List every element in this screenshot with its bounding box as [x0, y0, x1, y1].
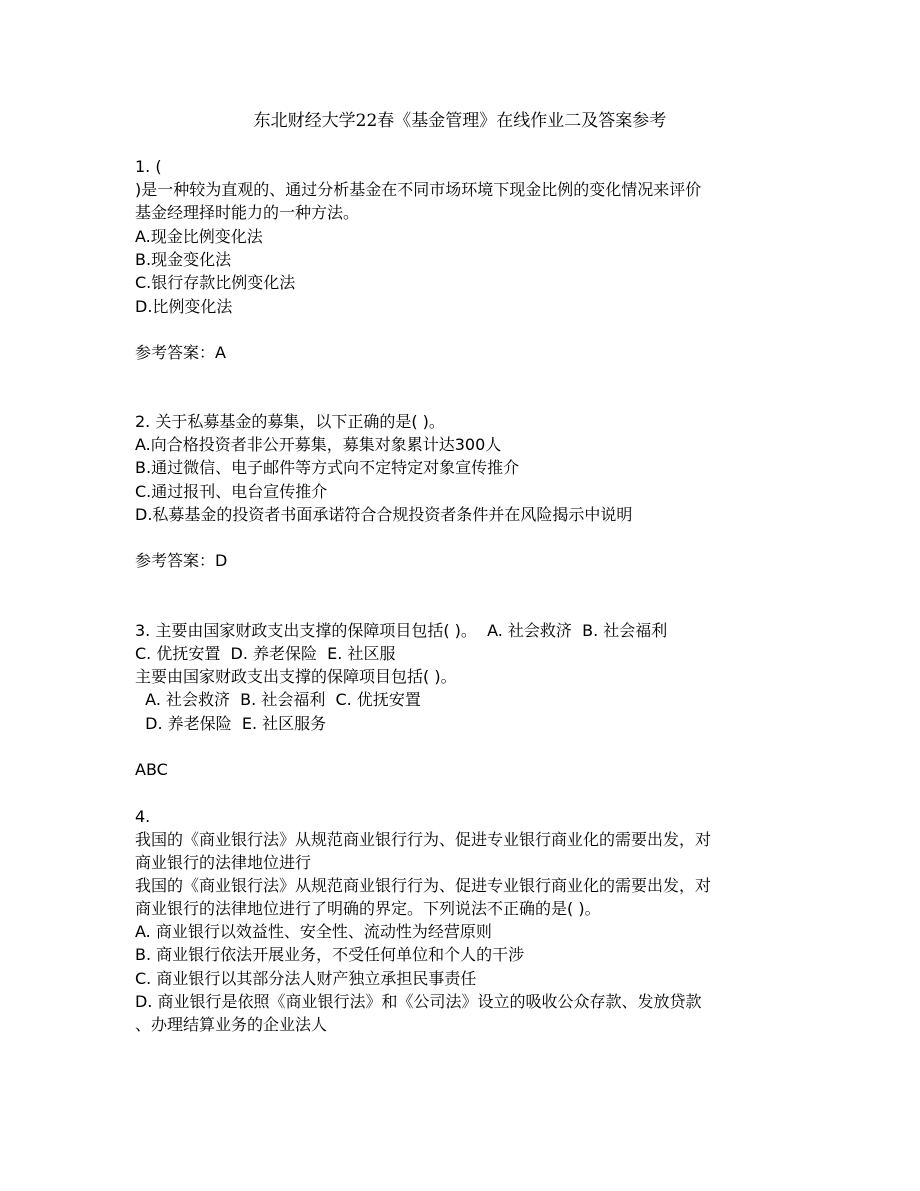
question-3-line-4: A. 社会救济 B. 社会福利 C. 优抚安置 — [135, 690, 421, 709]
question-4-option-d: D. 商业银行是依照《商业银行法》和《公司法》设立的吸收公众存款、发放贷款 — [135, 992, 702, 1011]
question-3-line-5: D. 养老保险 E. 社区服务 — [135, 714, 327, 733]
question-4-option-d-continued: 、办理结算业务的企业法人 — [135, 1015, 328, 1034]
question-2-option-a: A.向合格投资者非公开募集，募集对象累计达300人 — [135, 435, 502, 454]
question-1-line-2: )是一种较为直观的、通过分析基金在不同市场环境下现金比例的变化情况来评价 — [135, 180, 702, 199]
question-3-line-3: 主要由国家财政支出支撑的保障项目包括( )。 — [135, 667, 457, 686]
question-1-option-c: C.银行存款比例变化法 — [135, 273, 296, 292]
question-4-option-c: C. 商业银行以其部分法人财产独立承担民事责任 — [135, 969, 477, 988]
question-1-answer: 参考答案：A — [135, 343, 226, 362]
question-1-option-d: D.比例变化法 — [135, 297, 233, 316]
question-2-answer: 参考答案：D — [135, 551, 228, 570]
question-4-option-b: B. 商业银行依法开展业务，不受任何单位和个人的干涉 — [135, 945, 525, 964]
question-1-option-b: B.现金变化法 — [135, 250, 232, 269]
question-1-line-3: 基金经理择时能力的一种方法。 — [135, 203, 360, 222]
question-4-line-1: 4. — [135, 807, 151, 826]
question-1-option-a: A.现金比例变化法 — [135, 227, 263, 246]
question-3-line-2: C. 优抚安置 D. 养老保险 E. 社区服 — [135, 644, 396, 663]
question-2-option-b: B.通过微信、电子邮件等方式向不定特定对象宣传推介 — [135, 458, 520, 477]
question-2-option-c: C.通过报刊、电台宣传推介 — [135, 482, 328, 501]
document-title: 东北财经大学22春《基金管理》在线作业二及答案参考 — [253, 111, 667, 131]
question-3-answer: ABC — [135, 760, 168, 779]
question-4-line-4: 我国的《商业银行法》从规范商业银行行为、促进专业银行商业化的需要出发，对 — [135, 876, 712, 895]
question-4-line-3: 商业银行的法律地位进行 — [135, 853, 312, 872]
question-2-line-1: 2. 关于私募基金的募集，以下正确的是( )。 — [135, 412, 445, 431]
question-2-option-d: D.私募基金的投资者书面承诺符合合规投资者条件并在风险揭示中说明 — [135, 505, 633, 524]
question-4-line-2: 我国的《商业银行法》从规范商业银行行为、促进专业银行商业化的需要出发，对 — [135, 830, 712, 849]
question-1-line-1: 1. ( — [135, 157, 162, 176]
question-3-line-1: 3. 主要由国家财政支出支撑的保障项目包括( )。 A. 社会救济 B. 社会福利 — [135, 621, 668, 640]
question-4-line-5: 商业银行的法律地位进行了明确的界定。下列说法不正确的是( )。 — [135, 899, 601, 918]
question-4-option-a: A. 商业银行以效益性、安全性、流动性为经营原则 — [135, 922, 492, 941]
